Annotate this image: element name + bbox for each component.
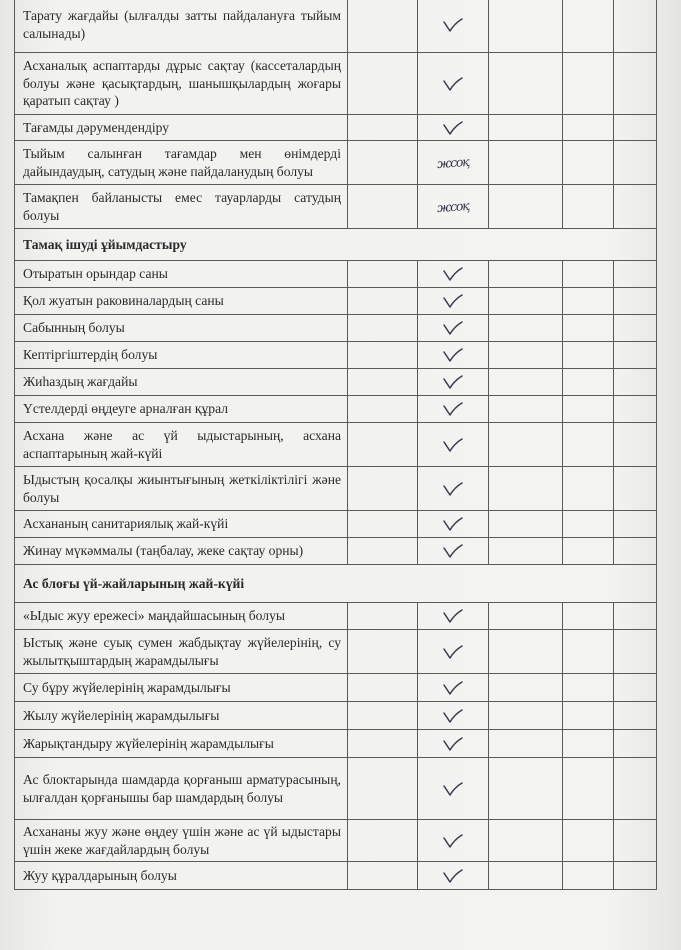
assessment-cell — [563, 185, 614, 229]
assessment-cell — [489, 396, 563, 423]
assessment-cell — [348, 315, 418, 342]
assessment-cell — [489, 315, 563, 342]
assessment-cell — [348, 53, 418, 115]
assessment-cell — [563, 603, 614, 630]
assessment-cell — [489, 674, 563, 702]
criterion-label: Жиһаздың жағдайы — [15, 369, 348, 396]
checkmark-icon — [442, 868, 464, 884]
checklist-row — [15, 862, 657, 890]
assessment-cell — [418, 758, 489, 820]
assessment-cell — [348, 630, 418, 674]
criterion-label: Қол жуатын раковиналардың саны — [15, 288, 348, 315]
checklist-row — [15, 702, 657, 730]
criterion-label: Ыстық және суық сумен жабдықтау жүйелерінің, су жылытқыштардың жарамдылығы — [15, 630, 348, 674]
checkmark-icon — [442, 347, 464, 363]
criterion-label: Су бұру жүйелерінің жарамдылығы — [15, 674, 348, 702]
assessment-cell — [418, 185, 489, 229]
checklist-row — [15, 467, 657, 511]
assessment-cell — [489, 53, 563, 115]
criterion-label: Отыратын орындар саны — [15, 261, 348, 288]
assessment-cell — [563, 141, 614, 185]
assessment-cell — [489, 702, 563, 730]
checkmark-icon — [442, 266, 464, 282]
handwritten-note: жсоқ — [436, 153, 470, 171]
checkmark-icon — [442, 833, 464, 849]
section-header-row — [15, 229, 657, 261]
criterion-label: Ыдыстың қосалқы жиынтығының жеткіліктілігі және болуы — [15, 467, 348, 511]
checkmark-icon — [442, 293, 464, 309]
criterion-label: Асхана және ас үй ыдыстарының, асхана аспаптарының жай-күйі — [15, 423, 348, 467]
criterion-label: Тарату жағдайы (ылғалды затты пайдалануға тыйым салынады) — [15, 0, 348, 53]
assessment-cell — [614, 862, 657, 890]
assessment-cell — [489, 261, 563, 288]
criterion-label: Жинау мүкәммалы (таңбалау, жеке сақтау орны) — [15, 538, 348, 565]
assessment-cell — [348, 674, 418, 702]
checkmark-icon — [442, 608, 464, 624]
assessment-cell — [418, 396, 489, 423]
checklist-row — [15, 538, 657, 565]
assessment-cell — [563, 342, 614, 369]
assessment-cell — [563, 862, 614, 890]
assessment-cell — [489, 185, 563, 229]
assessment-cell — [348, 758, 418, 820]
assessment-cell — [563, 511, 614, 538]
checklist-row — [15, 342, 657, 369]
assessment-cell — [348, 261, 418, 288]
assessment-cell — [489, 758, 563, 820]
assessment-cell — [563, 396, 614, 423]
checkmark-icon — [442, 708, 464, 724]
assessment-cell — [614, 630, 657, 674]
assessment-cell — [563, 369, 614, 396]
assessment-cell — [489, 0, 563, 53]
assessment-cell — [489, 603, 563, 630]
assessment-cell — [563, 0, 614, 53]
assessment-cell — [418, 141, 489, 185]
assessment-cell — [348, 538, 418, 565]
checklist-row — [15, 185, 657, 229]
assessment-cell — [418, 423, 489, 467]
criterion-label: Тағамды дәрумендендіру — [15, 115, 348, 141]
checklist-row — [15, 511, 657, 538]
checkmark-icon — [442, 543, 464, 559]
assessment-cell — [418, 630, 489, 674]
assessment-cell — [563, 53, 614, 115]
checklist-row — [15, 730, 657, 758]
assessment-cell — [614, 369, 657, 396]
assessment-cell — [418, 511, 489, 538]
criterion-label: Асхананың санитариялық жай-күйі — [15, 511, 348, 538]
assessment-cell — [418, 467, 489, 511]
checklist-row — [15, 261, 657, 288]
assessment-cell — [348, 369, 418, 396]
assessment-cell — [418, 862, 489, 890]
assessment-cell — [563, 315, 614, 342]
assessment-cell — [348, 862, 418, 890]
criterion-label: Сабынның болуы — [15, 315, 348, 342]
assessment-cell — [614, 396, 657, 423]
assessment-cell — [614, 674, 657, 702]
section-header-row — [15, 565, 657, 603]
assessment-cell — [489, 820, 563, 862]
checklist-row — [15, 0, 657, 53]
assessment-cell — [563, 423, 614, 467]
assessment-cell — [563, 674, 614, 702]
assessment-cell — [348, 603, 418, 630]
checklist-row — [15, 423, 657, 467]
checkmark-icon — [442, 401, 464, 417]
assessment-cell — [418, 288, 489, 315]
section-title: Тамақ ішуді ұйымдастыру — [15, 229, 657, 261]
criterion-label: Асхананы жуу және өңдеу үшін және ас үй ыдыстары үшін жеке жағдайлардың болуы — [15, 820, 348, 862]
assessment-cell — [614, 141, 657, 185]
assessment-cell — [418, 730, 489, 758]
checkmark-icon — [442, 320, 464, 336]
assessment-cell — [418, 369, 489, 396]
checklist-row — [15, 115, 657, 141]
checkmark-icon — [442, 120, 464, 136]
assessment-cell — [348, 185, 418, 229]
checkmark-icon — [442, 644, 464, 660]
checklist-row — [15, 820, 657, 862]
criterion-label: Тыйым салынған тағамдар мен өнімдерді дайындаудың, сатудың және пайдаланудың болуы — [15, 141, 348, 185]
assessment-cell — [418, 53, 489, 115]
assessment-cell — [563, 467, 614, 511]
checkmark-icon — [442, 17, 464, 33]
assessment-cell — [418, 261, 489, 288]
assessment-cell — [489, 467, 563, 511]
criterion-label: Жылу жүйелерінің жарамдылығы — [15, 702, 348, 730]
checkmark-icon — [442, 481, 464, 497]
assessment-cell — [614, 702, 657, 730]
assessment-cell — [614, 820, 657, 862]
assessment-cell — [418, 702, 489, 730]
assessment-cell — [418, 674, 489, 702]
assessment-cell — [563, 288, 614, 315]
assessment-cell — [348, 820, 418, 862]
assessment-cell — [614, 185, 657, 229]
assessment-cell — [348, 423, 418, 467]
assessment-cell — [348, 288, 418, 315]
criterion-label: Үстелдерді өңдеуге арналған құрал — [15, 396, 348, 423]
criterion-label: Ас блоктарында шамдарда қорғаныш арматурасының, ылғалдан қорғанышы бар шамдардың болуы — [15, 758, 348, 820]
assessment-cell — [418, 115, 489, 141]
assessment-cell — [489, 423, 563, 467]
assessment-cell — [563, 630, 614, 674]
assessment-cell — [418, 538, 489, 565]
assessment-cell — [563, 538, 614, 565]
assessment-cell — [348, 0, 418, 53]
assessment-cell — [348, 342, 418, 369]
criterion-label: Кептіргіштердің болуы — [15, 342, 348, 369]
checklist-row — [15, 53, 657, 115]
assessment-cell — [418, 0, 489, 53]
assessment-cell — [489, 369, 563, 396]
assessment-cell — [614, 538, 657, 565]
assessment-cell — [348, 115, 418, 141]
checkmark-icon — [442, 680, 464, 696]
checkmark-icon — [442, 374, 464, 390]
checklist-row — [15, 369, 657, 396]
assessment-cell — [489, 141, 563, 185]
assessment-cell — [614, 467, 657, 511]
assessment-cell — [614, 261, 657, 288]
checklist-row — [15, 141, 657, 185]
assessment-cell — [348, 396, 418, 423]
checklist-row — [15, 758, 657, 820]
assessment-cell — [489, 511, 563, 538]
assessment-cell — [614, 0, 657, 53]
assessment-cell — [348, 511, 418, 538]
assessment-cell — [418, 603, 489, 630]
checklist-row — [15, 288, 657, 315]
criterion-label: Тамақпен байланысты емес тауарларды сатудың болуы — [15, 185, 348, 229]
assessment-cell — [614, 342, 657, 369]
assessment-cell — [614, 511, 657, 538]
checkmark-icon — [442, 76, 464, 92]
assessment-cell — [563, 758, 614, 820]
assessment-cell — [489, 342, 563, 369]
assessment-cell — [418, 820, 489, 862]
checkmark-icon — [442, 781, 464, 797]
assessment-cell — [348, 702, 418, 730]
assessment-cell — [489, 115, 563, 141]
checkmark-icon — [442, 736, 464, 752]
assessment-cell — [614, 315, 657, 342]
checklist-row — [15, 315, 657, 342]
section-title: Ас блоғы үй-жайларының жай-күйі — [15, 565, 657, 603]
assessment-cell — [418, 315, 489, 342]
assessment-cell — [563, 115, 614, 141]
assessment-cell — [563, 730, 614, 758]
assessment-cell — [489, 730, 563, 758]
assessment-cell — [614, 758, 657, 820]
criterion-label: Жуу құралдарының болуы — [15, 862, 348, 890]
assessment-cell — [418, 342, 489, 369]
checklist-row — [15, 630, 657, 674]
assessment-cell — [489, 862, 563, 890]
assessment-cell — [489, 538, 563, 565]
checkmark-icon — [442, 437, 464, 453]
assessment-cell — [348, 467, 418, 511]
checklist-row — [15, 674, 657, 702]
checklist-table — [14, 0, 657, 890]
assessment-cell — [563, 820, 614, 862]
checklist-row — [15, 396, 657, 423]
handwritten-note: жсоқ — [436, 197, 470, 215]
assessment-cell — [489, 288, 563, 315]
assessment-cell — [563, 702, 614, 730]
assessment-cell — [614, 288, 657, 315]
assessment-cell — [614, 730, 657, 758]
criterion-label: Асханалық аспаптарды дұрыс сақтау (кассеталардың болуы және қасықтардың, шанышқылардың жоғары қаратып сақтау ) — [15, 53, 348, 115]
assessment-cell — [614, 115, 657, 141]
checklist-row — [15, 603, 657, 630]
assessment-cell — [563, 261, 614, 288]
criterion-label: Жарықтандыру жүйелерінің жарамдылығы — [15, 730, 348, 758]
assessment-cell — [614, 603, 657, 630]
assessment-cell — [348, 141, 418, 185]
assessment-cell — [348, 730, 418, 758]
assessment-cell — [614, 423, 657, 467]
assessment-cell — [489, 630, 563, 674]
criterion-label: «Ыдыс жуу ережесі» маңдайшасының болуы — [15, 603, 348, 630]
assessment-cell — [614, 53, 657, 115]
checkmark-icon — [442, 516, 464, 532]
